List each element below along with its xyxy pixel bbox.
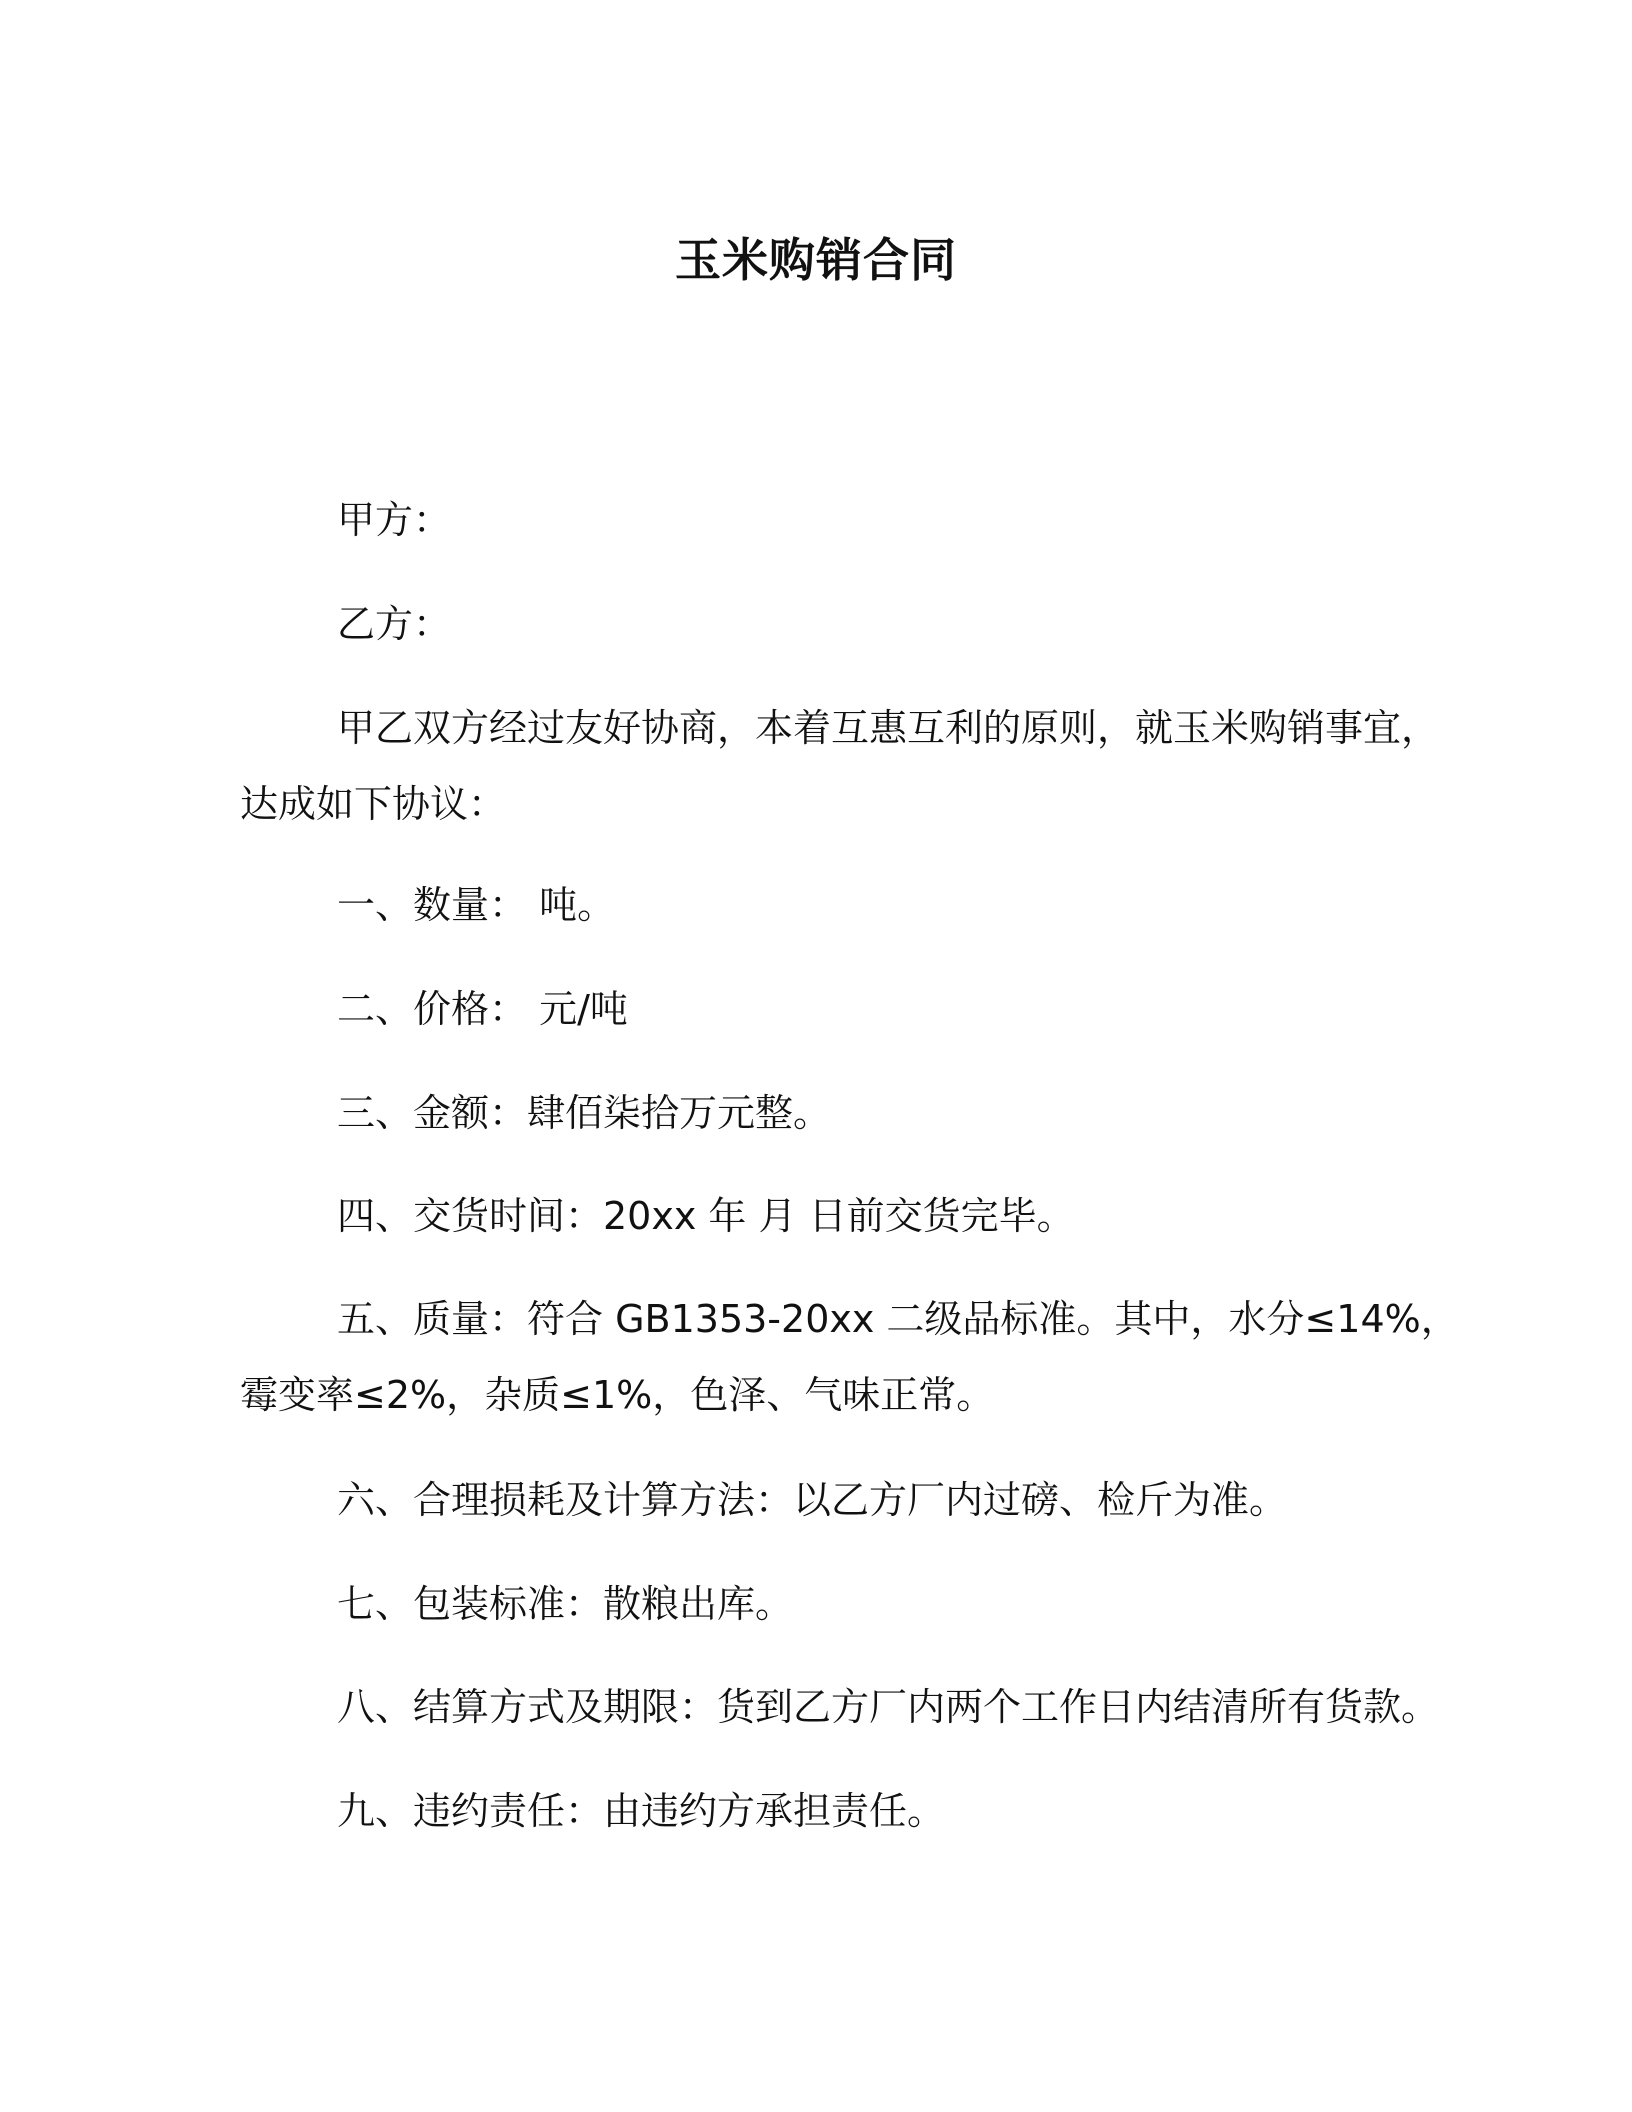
clause-delivery-time: 四、交货时间：20xx 年 月 日前交货完毕。 [337,1194,1075,1238]
clause-quality-line-2: 霉变率≤2%，杂质≤1%，色泽、气味正常。 [240,1373,995,1417]
intro-paragraph-line-1: 甲乙双方经过友好协商，本着互惠互利的原则，就玉米购销事宜， [337,706,1440,750]
party-a-line: 甲方： [337,498,452,542]
clause-quality-line-1: 五、质量：符合 GB1353-20xx 二级品标准。其中，水分≤14%， [337,1297,1459,1341]
document-title: 玉米购销合同 [675,233,957,287]
clause-quantity: 一、数量： 吨。 [337,883,616,927]
clause-packaging: 七、包装标准：散粮出库。 [337,1582,794,1626]
clause-liability: 九、违约责任：由违约方承担责任。 [337,1789,946,1833]
clause-loss-calculation: 六、合理损耗及计算方法：以乙方厂内过磅、检斤为准。 [337,1478,1288,1522]
clause-price: 二、价格： 元/吨 [337,987,628,1031]
intro-paragraph-line-2: 达成如下协议： [240,782,507,826]
party-b-line: 乙方： [337,602,452,646]
clause-settlement: 八、结算方式及期限：货到乙方厂内两个工作日内结清所有货款。 [337,1685,1440,1729]
clause-amount: 三、金额：肆佰柒拾万元整。 [337,1091,832,1135]
